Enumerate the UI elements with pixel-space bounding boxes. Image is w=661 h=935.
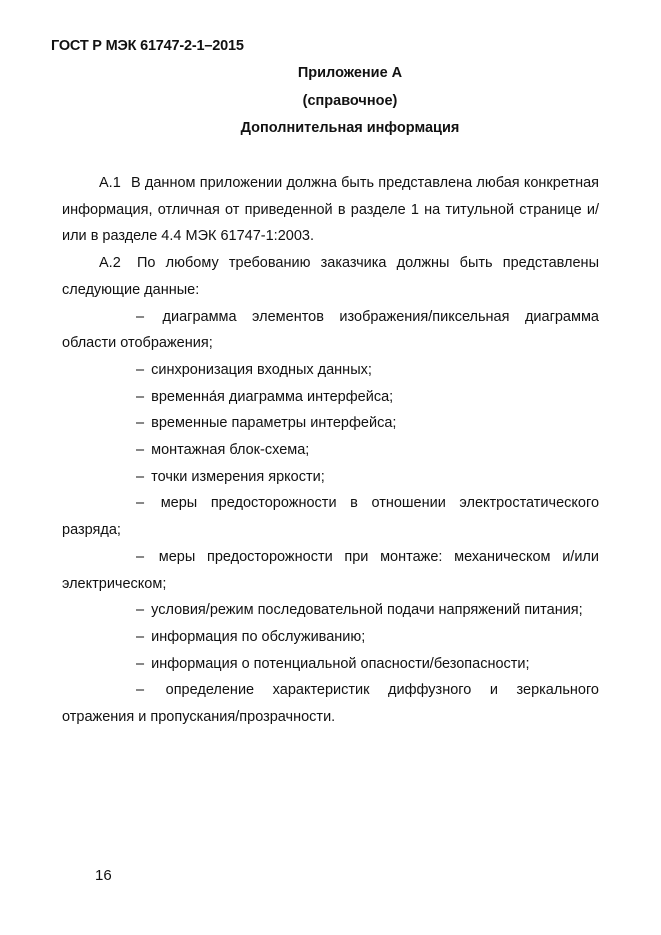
list-item-text: меры предосторожности при монтаже: механическом и/или электрическом; (62, 548, 599, 592)
dash-bullet: – (136, 468, 145, 485)
list-item (62, 437, 599, 464)
dash-bullet: – (136, 548, 145, 565)
dash-bullet: – (136, 628, 145, 645)
appendix-title: Приложение А (297, 65, 403, 81)
paragraph-text: По любому требованию заказчика должны быть представлены следующие данные: (62, 255, 599, 298)
list-item-text: временна́я диаграмма интерфейса; (151, 388, 394, 405)
dash-bullet: – (136, 495, 145, 512)
dash-bullet: – (136, 361, 145, 378)
appendix-subtitle: Дополнительная информация (240, 120, 460, 136)
list-item (62, 597, 599, 624)
list-item (62, 304, 599, 357)
list-item (62, 544, 599, 597)
dash-bullet: – (136, 388, 145, 405)
list-item-text: монтажная блок-схема; (151, 442, 310, 459)
list-item (62, 464, 599, 491)
list-item-text: информация о потенциальной опасности/безопасности; (151, 655, 530, 672)
list-item-text: точки измерения яркости; (151, 468, 325, 485)
list-item (62, 677, 599, 730)
list-item-text: диаграмма элементов изображения/пиксельная диаграмма области отображения; (62, 308, 599, 352)
dash-bullet: – (136, 308, 145, 325)
paragraph-number: А.2 (99, 255, 121, 272)
dash-bullet: – (136, 602, 145, 619)
list-item (62, 357, 599, 384)
list-item-text: меры предосторожности в отношении электростатического разряда; (62, 495, 600, 539)
standard-code-header: ГОСТ Р МЭК 61747-2-1–2015 (51, 38, 244, 54)
paragraph-a2 (62, 250, 599, 303)
list-item-text: временные параметры интерфейса; (151, 415, 397, 432)
dash-bullet: – (136, 682, 145, 699)
data-list (62, 304, 599, 731)
list-item-text: определение характеристик диффузного и зеркального отражения и пропускания/прозрачности. (62, 682, 599, 726)
list-item (62, 384, 599, 411)
dash-bullet: – (136, 415, 145, 432)
list-item-text: условия/режим последовательной подачи напряжений питания; (151, 602, 583, 619)
page-number: 16 (95, 867, 112, 884)
paragraph-number: А.1 (99, 175, 121, 191)
paragraph-text: В данном приложении должна быть представлена любая конкретная информация, отличная от приведенной в разделе 1 на титульной странице и/или в разделе 4.4 МЭК 61747-1:2003. (62, 175, 599, 245)
dash-bullet: – (136, 442, 145, 459)
list-item (62, 651, 599, 678)
list-item (62, 624, 599, 651)
list-item (62, 410, 599, 437)
appendix-kind: (справочное) (302, 93, 398, 109)
list-item-text: информация по обслуживанию; (151, 628, 366, 645)
list-item-text: синхронизация входных данных; (151, 361, 372, 378)
list-item (62, 490, 599, 543)
paragraph-a1 (62, 170, 599, 250)
dash-bullet: – (136, 655, 145, 672)
body-text (62, 170, 599, 731)
